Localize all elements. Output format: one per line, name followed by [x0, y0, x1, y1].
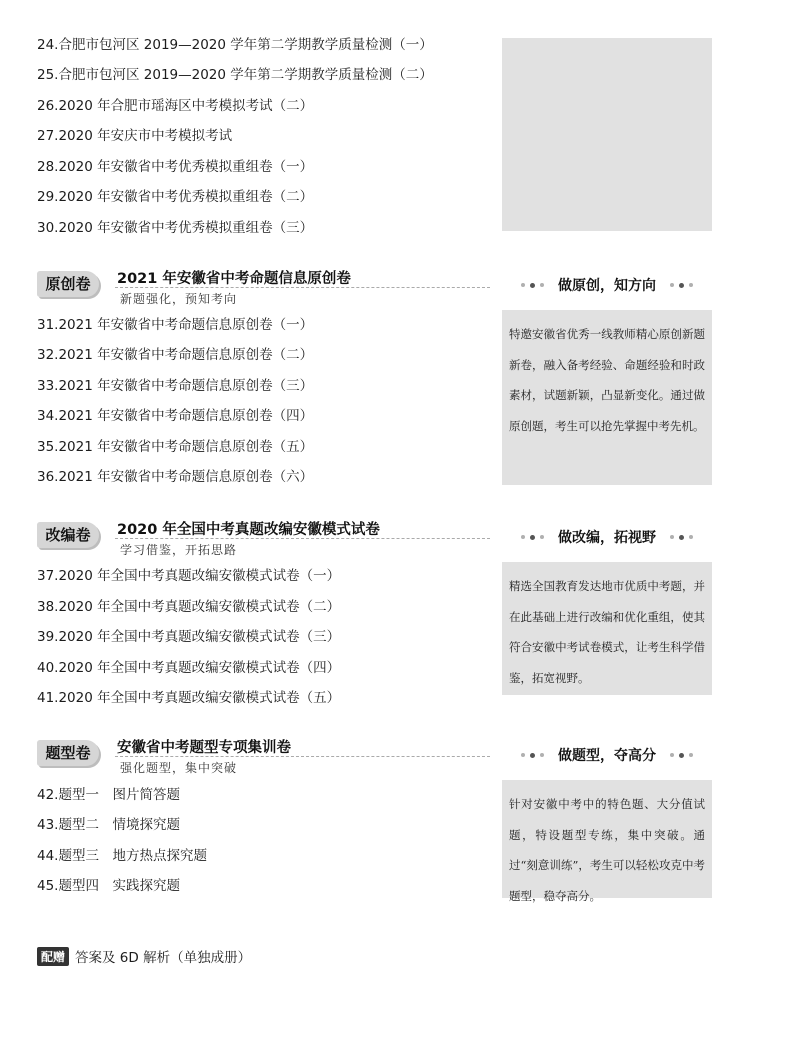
list-item: 31.2021 年安徽省中考命题信息原创卷（一） [37, 317, 314, 333]
side-description: 精选全国教育发达地市优质中考题，并在此基础上进行改编和优化重组，使其符合安徽中考试卷模式，让考生科学借鉴，拓宽视野。 [509, 579, 705, 685]
list-item: 44.题型三 地方热点探究题 [37, 848, 207, 864]
list-item: 27.2020 年安庆市中考模拟考试 [37, 128, 233, 144]
list-item: 40.2020 年全国中考真题改编安徽模式试卷（四） [37, 660, 341, 676]
section-title: 安徽省中考题型专项集训卷 [117, 740, 291, 756]
section-tag-label: 原创卷 [45, 275, 91, 293]
gift-badge: 配赠 [37, 947, 69, 966]
dots-decoration-icon [521, 283, 544, 288]
list-item: 37.2020 年全国中考真题改编安徽模式试卷（一） [37, 568, 341, 584]
side-description: 特邀安徽省优秀一线教师精心原创新题新卷，融入备考经验、命题经验和时政素材，试题新颖，凸显新变化。通过做原创题，考生可以抢先掌握中考先机。 [509, 327, 705, 433]
side-heading-text: 做原创，知方向 [558, 278, 656, 294]
section-divider [115, 756, 490, 757]
list-item: 26.2020 年合肥市瑶海区中考模拟考试（二） [37, 98, 314, 114]
list-item: 32.2021 年安徽省中考命题信息原创卷（二） [37, 347, 314, 363]
side-heading [502, 527, 712, 547]
side-description-box [502, 310, 712, 485]
section-title: 2021 年安徽省中考命题信息原创卷 [117, 271, 351, 287]
list-item: 45.题型四 实践探究题 [37, 878, 180, 894]
list-item: 38.2020 年全国中考真题改编安徽模式试卷（二） [37, 599, 341, 615]
side-description-box [502, 780, 712, 903]
list-item: 29.2020 年安徽省中考优秀模拟重组卷（二） [37, 189, 314, 205]
list-item: 42.题型一 图片简答题 [37, 787, 180, 803]
section-divider [115, 538, 490, 539]
side-heading [502, 275, 712, 295]
dots-decoration-icon [521, 535, 544, 540]
list-item: 36.2021 年安徽省中考命题信息原创卷（六） [37, 469, 314, 485]
side-heading-text: 做题型，夺高分 [558, 748, 656, 764]
side-heading-text: 做改编，拓视野 [558, 530, 656, 546]
dots-decoration-icon [670, 283, 693, 288]
section-tag-question-type [37, 740, 99, 766]
section-tag-original [37, 271, 99, 297]
section-title: 2020 年全国中考真题改编安徽模式试卷 [117, 522, 380, 538]
list-item: 33.2021 年安徽省中考命题信息原创卷（三） [37, 378, 314, 394]
top-gray-panel [502, 38, 712, 231]
section-tag-label: 改编卷 [45, 526, 91, 544]
footer-note [37, 946, 251, 966]
list-item: 28.2020 年安徽省中考优秀模拟重组卷（一） [37, 159, 314, 175]
list-item: 24.合肥市包河区 2019—2020 学年第二学期教学质量检测（一） [37, 37, 433, 53]
section-subtitle: 新题强化，预知考向 [120, 292, 238, 306]
dots-decoration-icon [670, 535, 693, 540]
section-divider [115, 287, 490, 288]
dots-decoration-icon [521, 753, 544, 758]
list-item: 35.2021 年安徽省中考命题信息原创卷（五） [37, 439, 314, 455]
list-item: 39.2020 年全国中考真题改编安徽模式试卷（三） [37, 629, 341, 645]
side-heading [502, 745, 712, 765]
footer-text: 答案及 6D 解析（单独成册） [75, 950, 252, 966]
section-subtitle: 学习借鉴，开拓思路 [120, 543, 238, 557]
section-tag-label: 题型卷 [45, 744, 91, 762]
list-item: 34.2021 年安徽省中考命题信息原创卷（四） [37, 408, 314, 424]
dots-decoration-icon [670, 753, 693, 758]
side-description: 针对安徽中考中的特色题、大分值试题，特设题型专练，集中突破。通过“刻意训练”，考生可以轻松攻克中考题型，稳夺高分。 [509, 797, 705, 903]
list-item: 43.题型二 情境探究题 [37, 817, 180, 833]
list-item: 25.合肥市包河区 2019—2020 学年第二学期教学质量检测（二） [37, 67, 433, 83]
side-description-box [502, 562, 712, 695]
section-tag-adapted [37, 522, 99, 548]
list-item: 30.2020 年安徽省中考优秀模拟重组卷（三） [37, 220, 314, 236]
section-subtitle: 强化题型，集中突破 [120, 761, 238, 775]
list-item: 41.2020 年全国中考真题改编安徽模式试卷（五） [37, 690, 341, 706]
